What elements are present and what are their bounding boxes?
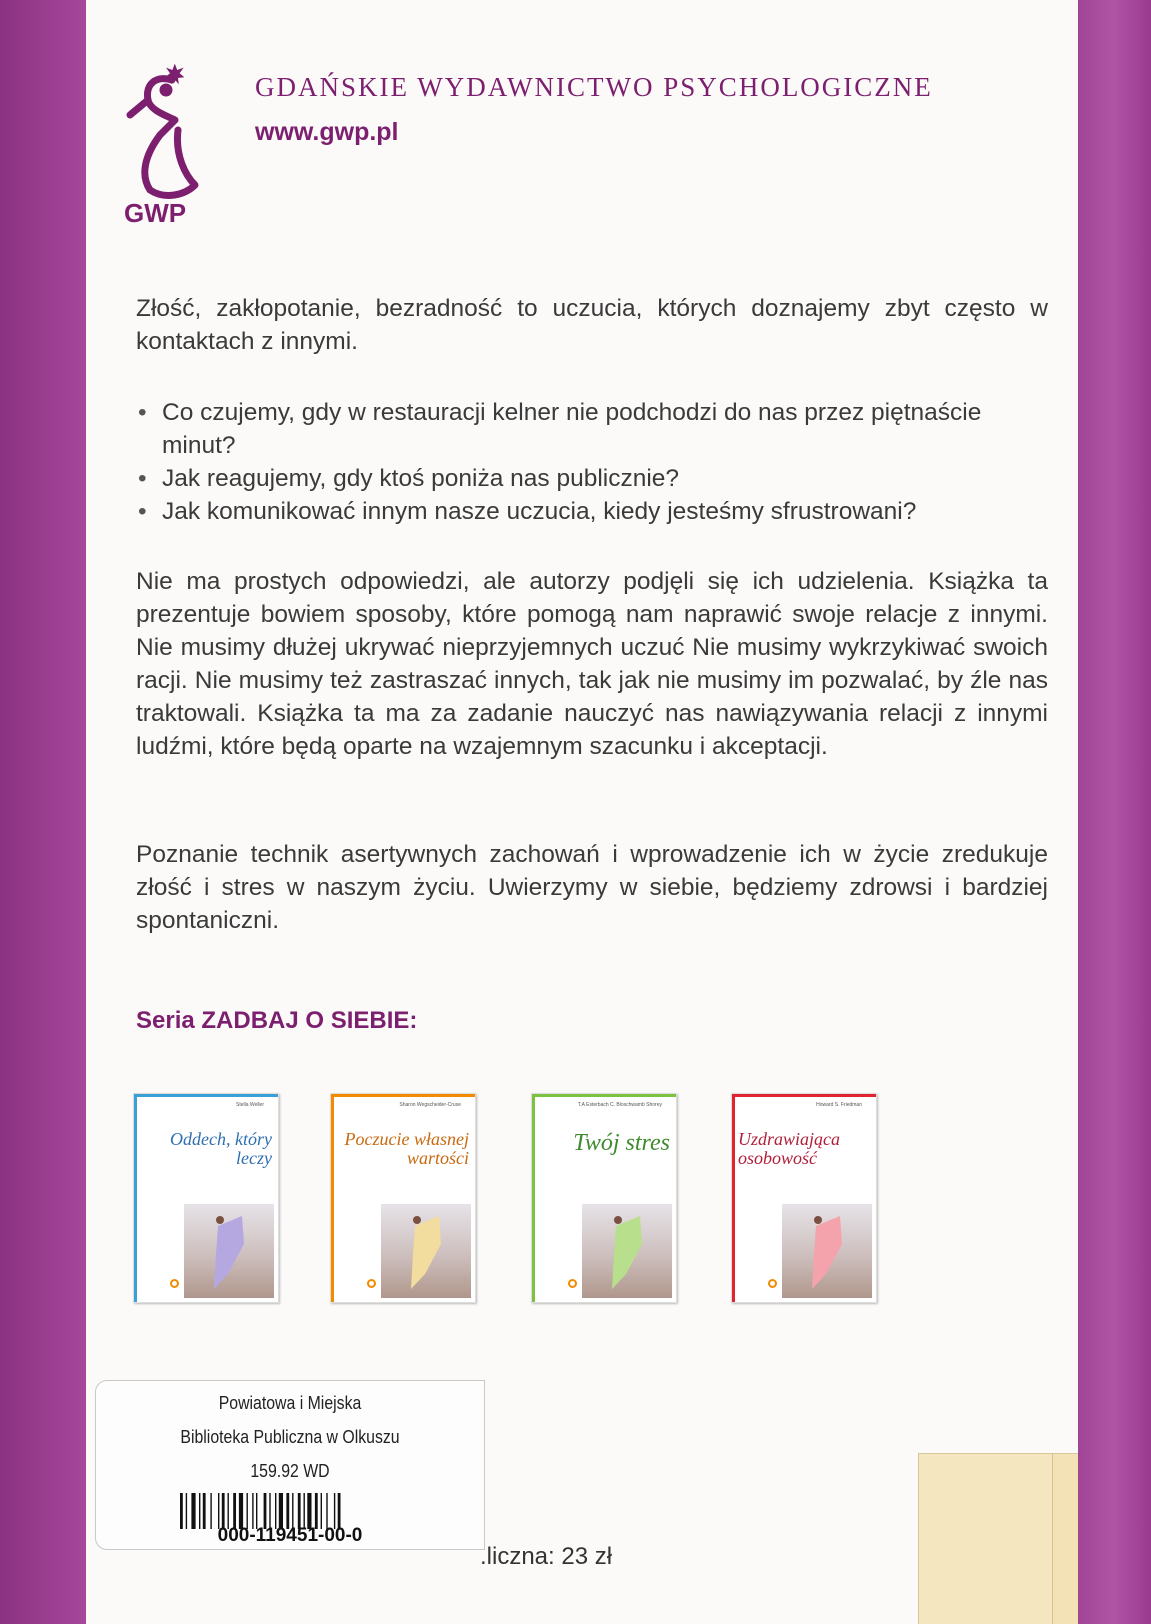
list-item: • Co czujemy, gdy w restauracji kelner nie podchodzi do nas przez piętnaście minut? [136,396,1048,462]
publisher-url: www.gwp.pl [255,118,399,146]
library-sticker [918,1453,1078,1624]
call-number: 159.92 WD [250,1461,330,1481]
publisher-circle-icon [170,1279,179,1288]
book-title: Oddech, który leczy [170,1129,272,1168]
book-title: Uzdrawiająca osobowość [738,1129,841,1168]
gwp-bird-logo-icon [120,60,210,235]
intro-paragraph: Złość, zakłopotanie, bezradność to uczucia, których doznajemy zbyt często w kontaktach z innymi. [136,295,1048,355]
cover-spine-edge [1078,0,1151,1624]
book-accent-strip [532,1094,676,1097]
book-title: Poczucie własnej wartości [344,1129,469,1168]
barcode-number: 000-119451-00-0 [217,1525,363,1546]
book-author: T.A Esterbach C. Bloschwamb Shorey [577,1102,662,1108]
series-name: ZADBAJ O SIEBIE [201,1007,410,1034]
book-cover [330,1093,476,1303]
book-accent-strip [331,1094,475,1097]
library-label [95,1380,485,1550]
book-cover [133,1093,279,1303]
dancer-figure-icon [604,1214,644,1294]
benefits-paragraph: Poznanie technik asertywnych zachowań i wprowadzenie ich w życie zredukuje złość i stres w naszym życiu. Uwierzymy w siebie, będziemy zdrowsi i bardziej spontaniczni. [136,841,1048,934]
book-accent-strip [732,1094,876,1097]
dancer-figure-icon [206,1214,246,1294]
book-author: Sharon Wegscheider-Cruse [399,1102,461,1108]
series-prefix: Seria [136,1007,202,1034]
library-name-line1: Powiatowa i Miejska [218,1393,362,1413]
dancer-figure-icon [804,1214,844,1294]
book-accent-strip [134,1094,137,1302]
publisher-circle-icon [367,1279,376,1288]
library-name-line2: Biblioteka Publiczna w Olkuszu [180,1427,400,1447]
description-paragraph: Nie ma prostych odpowiedzi, ale autorzy podjęli się ich udzielenia. Książka ta prezentuje bowiem sposoby, które pomogą nam naprawić swoje relacje z innymi. Nie musimy dłużej ukrywać nieprzyjemnych uczuć Nie musimy wykrzykiwać swoich racji. Nie musimy też zastraszać innych, tak jak nie musimy im pozwalać, by źle nas traktowali. Książka ta ma za zadanie nauczyć nas nawiązywania relacji z innymi ludźmi, które będą oparte na wzajemnym szacunku i akceptacji. [136,568,1048,760]
list-item: • Jak komunikować innym nasze uczucia, kiedy jesteśmy sfrustrowani? [136,495,1048,528]
book-accent-strip [331,1094,334,1302]
series-heading [136,1007,417,1035]
dancer-figure-icon [403,1214,443,1294]
publisher-circle-icon [568,1279,577,1288]
book-cover [731,1093,877,1303]
book-title: Twój stres [573,1130,670,1156]
logo-text: GWP [124,198,187,228]
book-cover [531,1093,677,1303]
price-text: .liczna: 23 zł [480,1543,613,1570]
book-accent-strip [532,1094,535,1302]
book-author: Howard S. Friedman [816,1102,862,1108]
publisher-name: GDAŃSKIE WYDAWNICTWO PSYCHOLOGICZNE [255,72,933,102]
book-accent-strip [134,1094,278,1097]
book-accent-strip [732,1094,735,1302]
question-list [136,396,1048,528]
list-item: • Jak reagujemy, gdy ktoś poniża nas publicznie? [136,462,1048,495]
book-author: Stella Weller [236,1102,264,1108]
cover-left-edge [0,0,86,1624]
barcode-icon [180,1493,402,1529]
series-suffix: : [409,1007,418,1034]
publisher-circle-icon [768,1279,777,1288]
